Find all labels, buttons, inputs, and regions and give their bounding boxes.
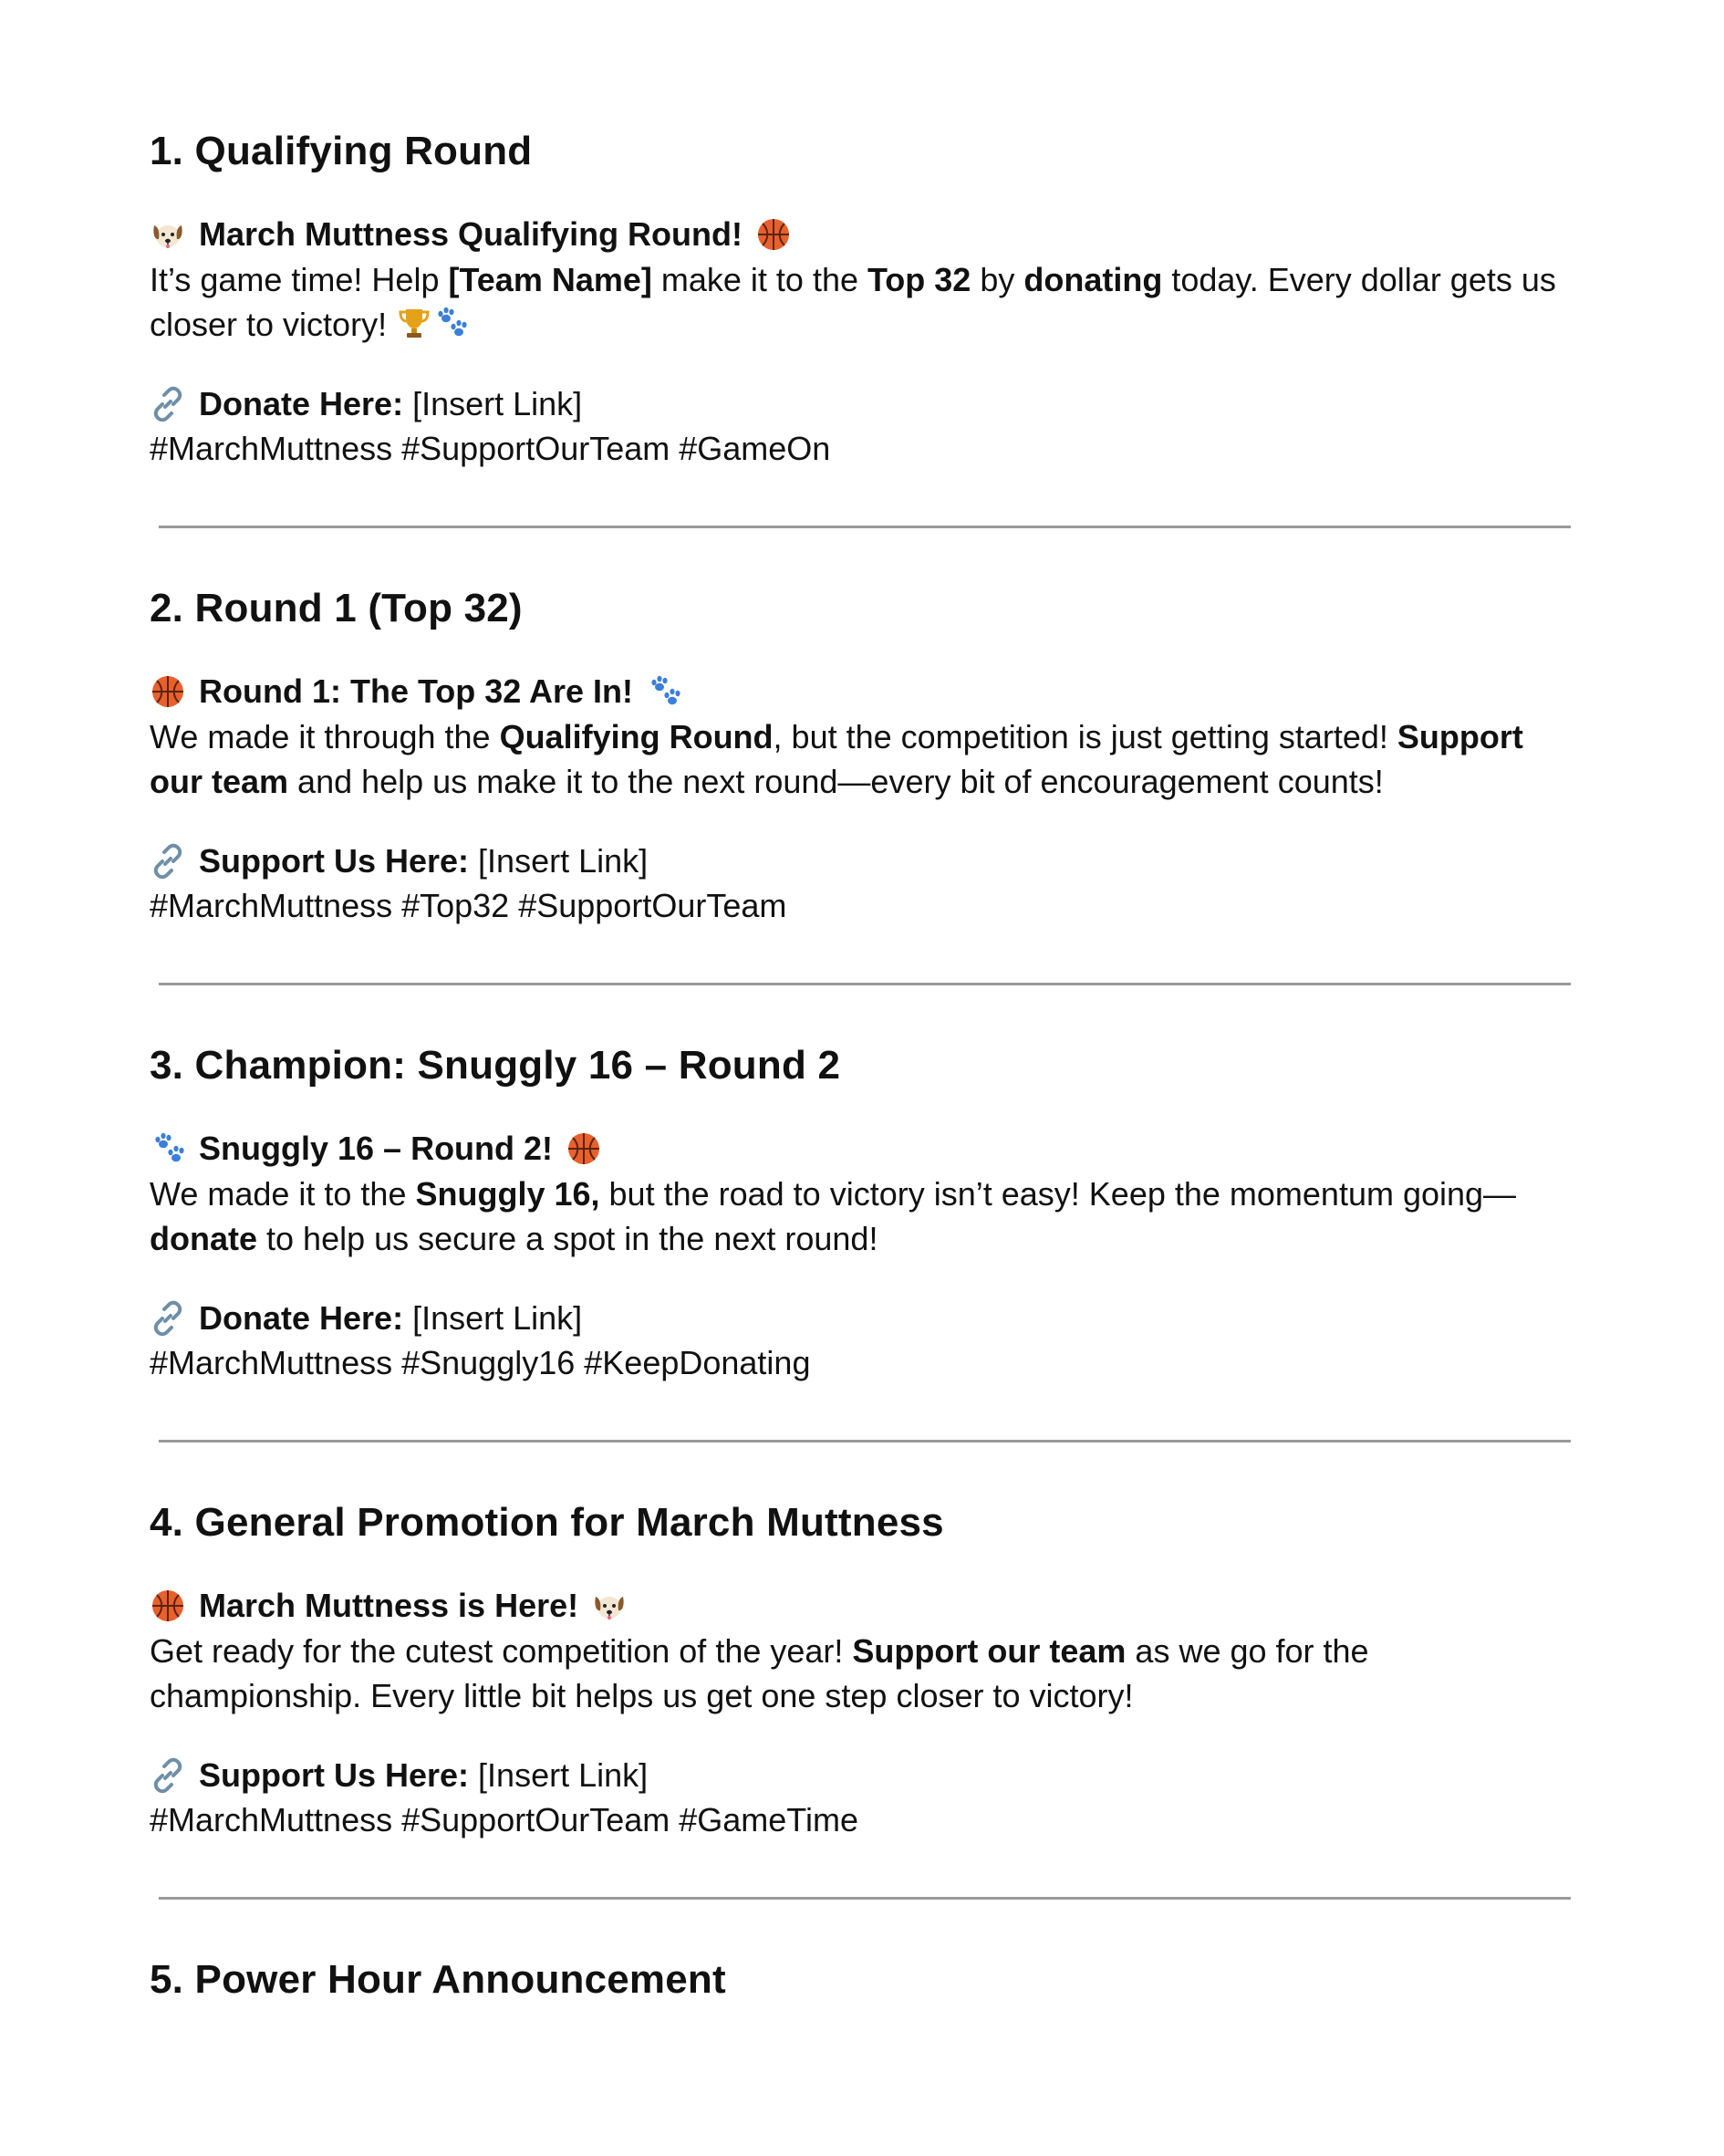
post-title-text: March Muttness Qualifying Round! <box>199 215 743 253</box>
section-snuggly-16 <box>150 1042 1578 1385</box>
link-text <box>199 838 648 883</box>
section-heading: 5. Power Hour Announcement <box>150 1957 726 2002</box>
section-heading: 3. Champion: Snuggly 16 – Round 2 <box>150 1043 841 1088</box>
link-placeholder[interactable]: [Insert Link] <box>469 842 649 880</box>
body-bold-text: donate <box>150 1220 258 1257</box>
link-label: Donate Here: <box>199 385 404 422</box>
body-text: but the road to victory isn’t easy! Keep the momentum going— <box>599 1175 1517 1213</box>
body-text: as we go for the championship. Every little bit helps us get one step closer to victory! <box>150 1632 1369 1714</box>
hashtags: #MarchMuttness #SupportOurTeam #GameOn <box>150 430 831 467</box>
support-link-line <box>150 838 1578 883</box>
spacer <box>150 1842 1578 1897</box>
spacer <box>150 1385 1578 1440</box>
donate-link-line <box>150 1296 1578 1340</box>
basketball-icon <box>150 1588 186 1624</box>
support-link-line <box>150 1753 1578 1797</box>
body-text: , but the competition is just getting started! <box>773 718 1397 755</box>
spacer <box>150 528 1578 585</box>
hashtags: #MarchMuttness #Top32 #SupportOurTeam <box>150 887 787 924</box>
body-bold-text: donating <box>1023 261 1163 298</box>
spacer <box>150 985 1578 1042</box>
hashtags: #MarchMuttness #Snuggly16 #KeepDonating <box>150 1344 811 1381</box>
body-text: Get ready for the cutest competition of the year! <box>150 1632 853 1670</box>
post-title-text: Round 1: The Top 32 Are In! <box>199 672 633 710</box>
post-title-text: Snuggly 16 – Round 2! <box>199 1130 554 1167</box>
link-text <box>199 1753 648 1797</box>
section-power-hour <box>150 1956 1578 2004</box>
section-heading: 4. General Promotion for March Muttness <box>150 1500 944 1545</box>
section-heading: 1. Qualifying Round <box>150 129 533 173</box>
dog-face-icon <box>591 1588 628 1624</box>
basketball-icon <box>566 1130 602 1167</box>
section-general-promotion <box>150 1499 1578 1842</box>
body-text: by <box>971 261 1024 298</box>
body-text: We made it to the <box>150 1175 416 1213</box>
link-text <box>199 381 582 426</box>
body-text: We made it through the <box>150 718 500 755</box>
body-text: make it to the <box>651 261 867 298</box>
link-label: Support Us Here: <box>199 842 470 880</box>
body-bold-text: [Team Name] <box>448 261 652 298</box>
post-title <box>150 669 1578 714</box>
link-icon <box>150 1757 186 1794</box>
trophy-icon <box>396 305 432 341</box>
link-placeholder[interactable]: [Insert Link] <box>469 1756 649 1794</box>
section-qualifying-round <box>150 128 1578 471</box>
body-bold-text: Support our team <box>150 718 1523 800</box>
paw-prints-icon <box>646 673 682 710</box>
link-label: Donate Here: <box>199 1299 404 1337</box>
body-text: today. Every dollar gets us closer to victory! <box>150 261 1556 343</box>
donate-link-line <box>150 381 1578 426</box>
post-title <box>150 1126 1578 1172</box>
spacer <box>150 471 1578 526</box>
paw-prints-icon <box>150 1130 186 1167</box>
body-bold-text: Qualifying Round <box>499 718 774 755</box>
link-icon <box>150 843 186 880</box>
post-body <box>150 1172 1578 1261</box>
spacer <box>150 1900 1578 1956</box>
basketball-icon <box>150 673 186 710</box>
spacer <box>150 1443 1578 1499</box>
section-heading: 2. Round 1 (Top 32) <box>150 586 523 630</box>
post-body <box>150 1629 1578 1718</box>
body-text: It’s game time! Help <box>150 261 449 298</box>
section-round-1 <box>150 585 1578 928</box>
basketball-icon <box>755 216 792 253</box>
link-icon <box>150 1300 186 1337</box>
link-icon <box>150 386 186 422</box>
link-label: Support Us Here: <box>199 1756 470 1794</box>
link-text <box>199 1296 582 1340</box>
post-title <box>150 1583 1578 1629</box>
link-placeholder[interactable]: [Insert Link] <box>403 1299 583 1337</box>
paw-prints-icon <box>432 305 469 341</box>
dog-face-icon <box>150 216 186 253</box>
post-title <box>150 212 1578 257</box>
post-body <box>150 257 1578 347</box>
post-title-text: March Muttness is Here! <box>199 1587 579 1624</box>
hashtags: #MarchMuttness #SupportOurTeam #GameTime <box>150 1801 858 1838</box>
post-body <box>150 714 1578 804</box>
body-text: and help us make it to the next round—every bit of encouragement counts! <box>288 763 1384 800</box>
spacer <box>150 928 1578 983</box>
document-page <box>150 128 1578 2040</box>
link-placeholder[interactable]: [Insert Link] <box>403 385 583 422</box>
body-text: to help us secure a spot in the next round! <box>257 1220 878 1257</box>
body-bold-text: Support our team <box>852 1632 1127 1670</box>
body-bold-text: Snuggly 16, <box>415 1175 600 1213</box>
body-bold-text: Top 32 <box>867 261 971 298</box>
